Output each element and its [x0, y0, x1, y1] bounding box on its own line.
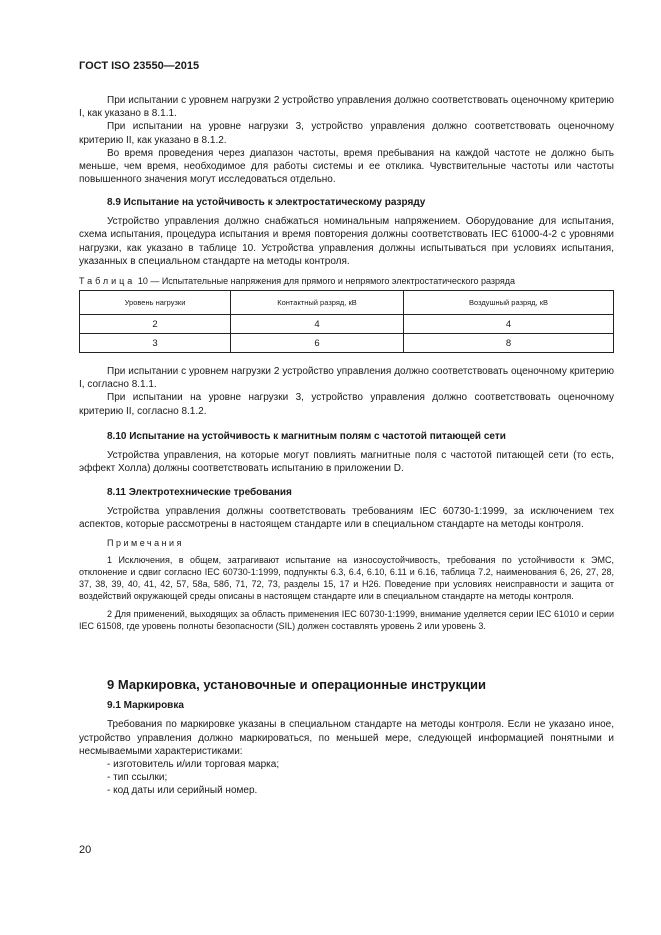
- list-item: - изготовитель и/или торговая марка;: [107, 759, 280, 771]
- paragraph: При испытании с уровнем нагрузки 2 устройство управления должно соответствовать оценочному критерию I, согласно 8.1.1.: [79, 366, 614, 391]
- section-text: Устройства управления должны соответствовать требованиям IEC 60730-1:1999, за исключением тех аспектов, которые рассмотрены в настоящем стандарте или в специальном стандарте на методы контроля.: [79, 506, 614, 531]
- table-cell: 2: [80, 315, 231, 334]
- paragraph: При испытании на уровне нагрузки 3, устройство управления должно соответствовать оценочному критерию II, согласно 8.1.2.: [79, 392, 614, 417]
- list-item: - код даты или серийный номер.: [107, 785, 258, 797]
- section-8-10: [79, 430, 614, 476]
- table-row: [80, 334, 614, 353]
- intro-block: [79, 94, 614, 186]
- section-heading: 8.11 Электротехнические требования: [107, 487, 292, 498]
- section-heading: 9.1 Маркировка: [107, 700, 184, 712]
- table-header-cell: Уровень нагрузки: [80, 291, 231, 315]
- table-cell: 8: [404, 334, 614, 353]
- table-header-cell: Воздушный разряд, кВ: [404, 291, 614, 315]
- table-header-row: [80, 291, 614, 315]
- table-cell: 4: [231, 315, 404, 334]
- section-text: Устройство управления должно снабжаться номинальным напряжением. Оборудование для испытания, схема испытания, процедура испытания и время повторения должны соответствовать IEC 61000-4-2 с уровнями нагрузки, как указано в таблице 10. Устройства управления должны испытываться при условиях испытания, указанных в специальном стандарте на методы контроля.: [79, 216, 614, 267]
- intro-paragraph: При испытании с уровнем нагрузки 2 устройство управления должно соответствовать оценочному критерию I, как указано в 8.1.1.: [79, 95, 614, 120]
- section-8-9: [79, 196, 614, 268]
- table-caption: [79, 276, 515, 286]
- intro-paragraph: Во время проведения через диапазон частоты, время пребывания на каждой частоте не должно быть меньше, чем время, необходимое для работы системы и ее отклика. Чувствительные частоты или частоты повышенного значения могут исследоваться отдельно.: [79, 147, 614, 186]
- chapter-heading: 9 Маркировка, установочные и операционные инструкции: [107, 677, 486, 692]
- table-caption-label: Таблица: [79, 276, 136, 286]
- section-text: Устройства управления, на которые могут повлиять магнитные поля с частотой питающей сети (то есть, эффект Холла) должны соответствовать испытанию в приложении D.: [79, 450, 614, 475]
- page-number: 20: [79, 844, 92, 856]
- note-2: 2 Для применений, выходящих за область применения IEC 60730-1:1999, внимание уделяется серии IEC 61010 и серии IEC 61508, где уровень полноты безопасности (SIL) должен составлять уровень 2 или уровень 3.: [79, 608, 614, 631]
- note-1: 1 Исключения, в общем, затрагивают испытание на износоустойчивость, требования по устойчивости к ЭМС, отклонение и сдвиг согласно IEC 60730-1:1999, подпункты 6.3, 6.4, 6.10, 6.11 и 6.16, таблица 7.2, наименования 6, 26, 27, 28, 37, 38, 39, 40, 41, 42, 57, 58а, 58б, 71, 72, 73, разделы 15, 17 и Н26. Поведение при условиях неисправности и защита от воздействий окружающей среды описаны в настоящем стандарте или в специальном стандарте на методы контроля.: [79, 554, 614, 601]
- table-cell: 4: [404, 315, 614, 334]
- intro-paragraph: При испытании на уровне нагрузки 3, устройство управления должно соответствовать оценочному критерию II, как указано в 8.1.2.: [79, 121, 614, 146]
- table-cell: 3: [80, 334, 231, 353]
- table-row: [80, 315, 614, 334]
- list-item: - тип ссылки;: [107, 772, 168, 784]
- discharge-table: [79, 290, 614, 353]
- after-table-block: [79, 365, 614, 418]
- section-8-11: [79, 486, 614, 632]
- section-9: [79, 678, 614, 798]
- document-header: ГОСТ ISO 23550—2015: [79, 60, 200, 72]
- section-heading: 8.10 Испытание на устойчивость к магнитным полям с частотой питающей сети: [107, 431, 506, 442]
- notes-label: Примечания: [107, 537, 184, 548]
- table-cell: 6: [231, 334, 404, 353]
- table-header-cell: Контактный разряд, кВ: [231, 291, 404, 315]
- section-text: Требования по маркировке указаны в специальном стандарте на методы контроля. Если не указано иное, устройство управления должно маркироваться, по меньшей мере, следующей информацией понятными и несмываемыми характеристиками:: [79, 719, 614, 757]
- section-heading: 8.9 Испытание на устойчивость к электростатическому разряду: [107, 197, 426, 208]
- table-caption-text: 10 — Испытательные напряжения для прямого и непрямого электростатического разряда: [137, 276, 516, 286]
